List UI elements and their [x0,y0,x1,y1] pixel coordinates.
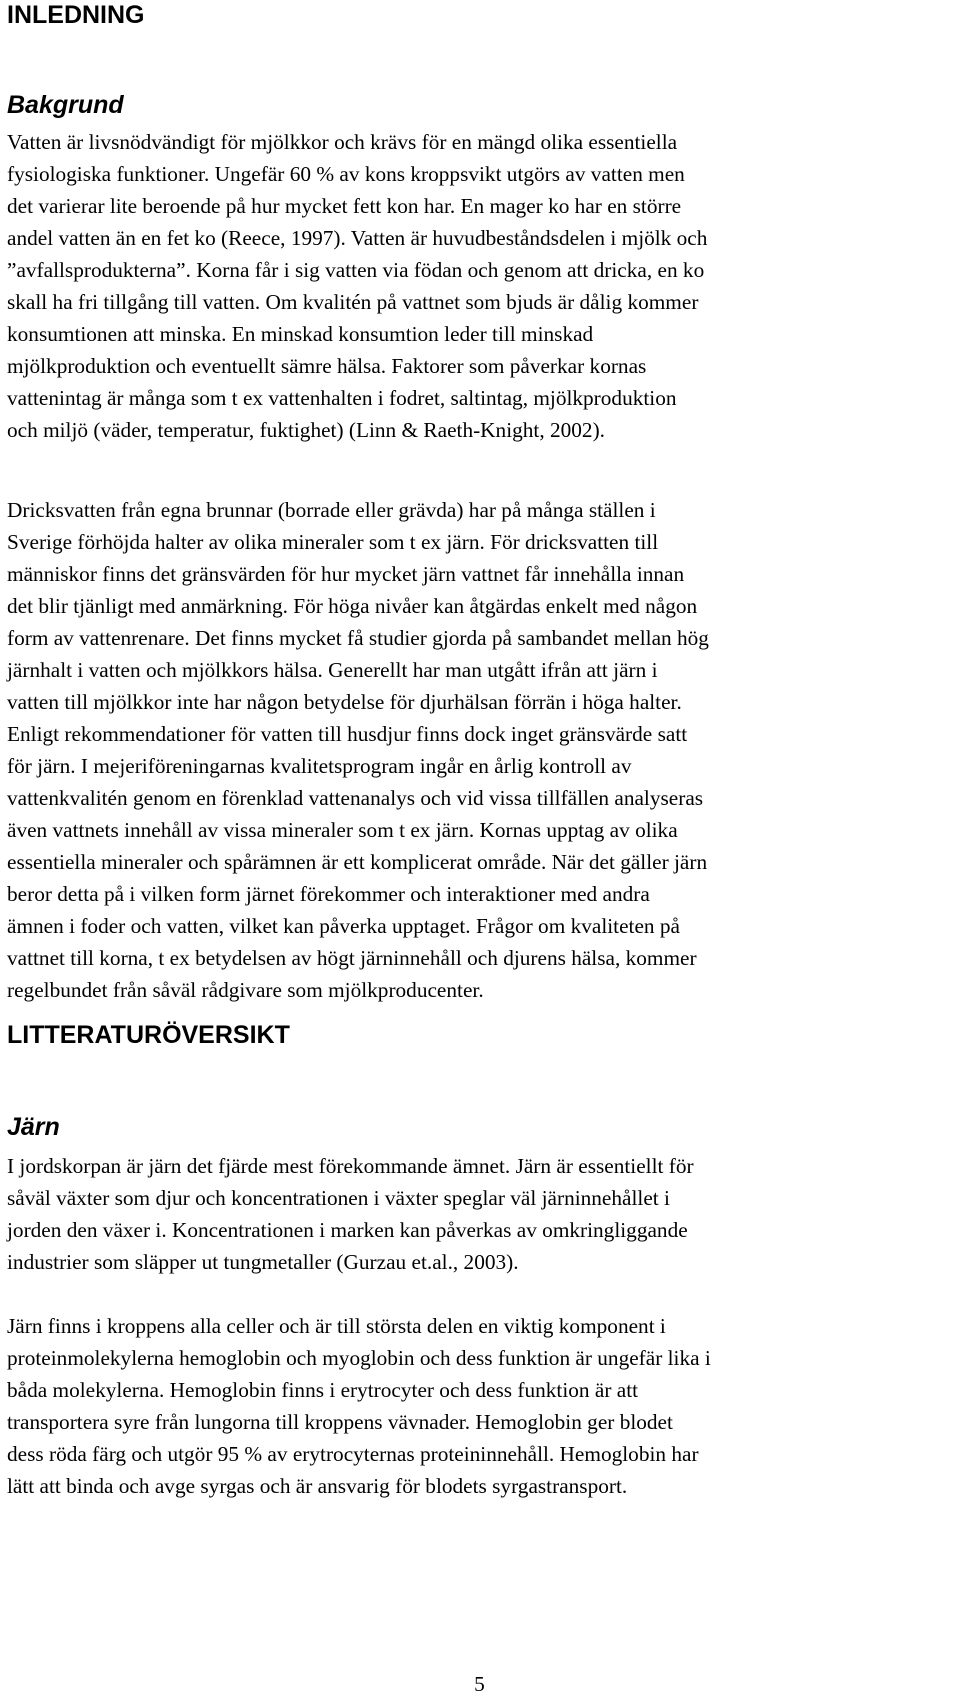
text-line: även vattnets innehåll av vissa mineraler som t ex järn. Kornas upptag av olika [7,818,678,842]
heading-inledning: INLEDNING [7,1,145,29]
text-line: konsumtionen att minska. En minskad konsumtion leder till minskad [7,322,594,346]
text-line: vattnet till korna, t ex betydelsen av högt järninnehåll och djurens hälsa, kommer [7,946,697,970]
text-line: för järn. I mejeriföreningarnas kvalitetsprogram ingår en årlig kontroll av [7,754,632,778]
text-line: fysiologiska funktioner. Ungefär 60 % av kons kroppsvikt utgörs av vatten men [7,162,685,186]
text-line: ”avfallsprodukterna”. Korna får i sig vatten via födan och genom att dricka, en ko [7,258,705,282]
text-line: transportera syre från lungorna till kroppens vävnader. Hemoglobin ger blodet [7,1410,673,1434]
text-line: och miljö (väder, temperatur, fuktighet) (Linn & Raeth-Knight, 2002). [7,418,605,442]
text-line: andel vatten än en fet ko (Reece, 1997). Vatten är huvudbeståndsdelen i mjölk och [7,226,708,250]
text-line: I jordskorpan är järn det fjärde mest förekommande ämnet. Järn är essentiellt för [7,1154,694,1178]
page-number: 5 [474,1672,485,1696]
text-line: Dricksvatten från egna brunnar (borrade eller grävda) har på många ställen i [7,498,656,522]
text-line: form av vattenrenare. Det finns mycket få studier gjorda på sambandet mellan hög [7,626,709,650]
text-line: regelbundet från såväl rådgivare som mjölkproducenter. [7,978,484,1002]
text-line: båda molekylerna. Hemoglobin finns i erytrocyter och dess funktion är att [7,1378,639,1402]
paragraph-drinking-water [7,494,709,1006]
text-line: industrier som släpper ut tungmetaller (Gurzau et.al., 2003). [7,1250,519,1274]
text-line: vattenintag är många som t ex vattenhalten i fodret, saltintag, mjölkproduktion [7,386,677,410]
text-line: Vatten är livsnödvändigt för mjölkkor och krävs för en mängd olika essentiella [7,130,678,154]
text-line: det varierar lite beroende på hur mycket fett kon har. En mager ko har en större [7,194,682,218]
text-line: människor finns det gränsvärden för hur mycket järn vattnet får innehålla innan [7,562,685,586]
text-line: beror detta på i vilken form järnet förekommer och interaktioner med andra [7,882,650,906]
text-line: vattenkvalitén genom en förenklad vattenanalys och vid vissa tillfällen analyseras [7,786,704,810]
text-line: lätt att binda och avge syrgas och är ansvarig för blodets syrgastransport. [7,1474,628,1498]
text-line: järnhalt i vatten och mjölkkors hälsa. Generellt har man utgått ifrån att järn i [7,658,658,682]
paragraph-background [7,126,707,446]
text-line: det blir tjänligt med anmärkning. För höga nivåer kan åtgärdas enkelt med någon [7,594,698,618]
text-line: essentiella mineraler och spårämnen är ett komplicerat område. När det gäller järn [7,850,708,874]
heading-litteraturoversikt: LITTERATURÖVERSIKT [7,1021,290,1049]
text-line: såväl växter som djur och koncentrationen i växter speglar väl järninnehållet i [7,1186,670,1210]
text-line: jorden den växer i. Koncentrationen i marken kan påverkas av omkringliggande [7,1218,688,1242]
text-line: skall ha fri tillgång till vatten. Om kvalitén på vattnet som bjuds är dålig kommer [7,290,699,314]
subheading-bakgrund: Bakgrund [7,91,124,119]
text-line: Sverige förhöjda halter av olika mineraler som t ex järn. För dricksvatten till [7,530,659,554]
text-line: dess röda färg och utgör 95 % av erytrocyternas proteininnehåll. Hemoglobin har [7,1442,699,1466]
text-line: proteinmolekylerna hemoglobin och myoglobin och dess funktion är ungefär lika i [7,1346,711,1370]
text-line: Enligt rekommendationer för vatten till husdjur finns dock inget gränsvärde satt [7,722,688,746]
text-line: mjölkproduktion och eventuellt sämre hälsa. Faktorer som påverkar kornas [7,354,647,378]
text-line: vatten till mjölkkor inte har någon betydelse för djurhälsan förrän i höga halter. [7,690,682,714]
text-line: ämnen i foder och vatten, vilket kan påverka upptaget. Frågor om kvaliteten på [7,914,680,938]
paragraph-iron-earth [7,1150,694,1278]
paragraph-iron-body [7,1310,711,1502]
subheading-jarn: Järn [7,1113,60,1141]
text-line: Järn finns i kroppens alla celler och är till största delen en viktig komponent i [7,1314,666,1338]
